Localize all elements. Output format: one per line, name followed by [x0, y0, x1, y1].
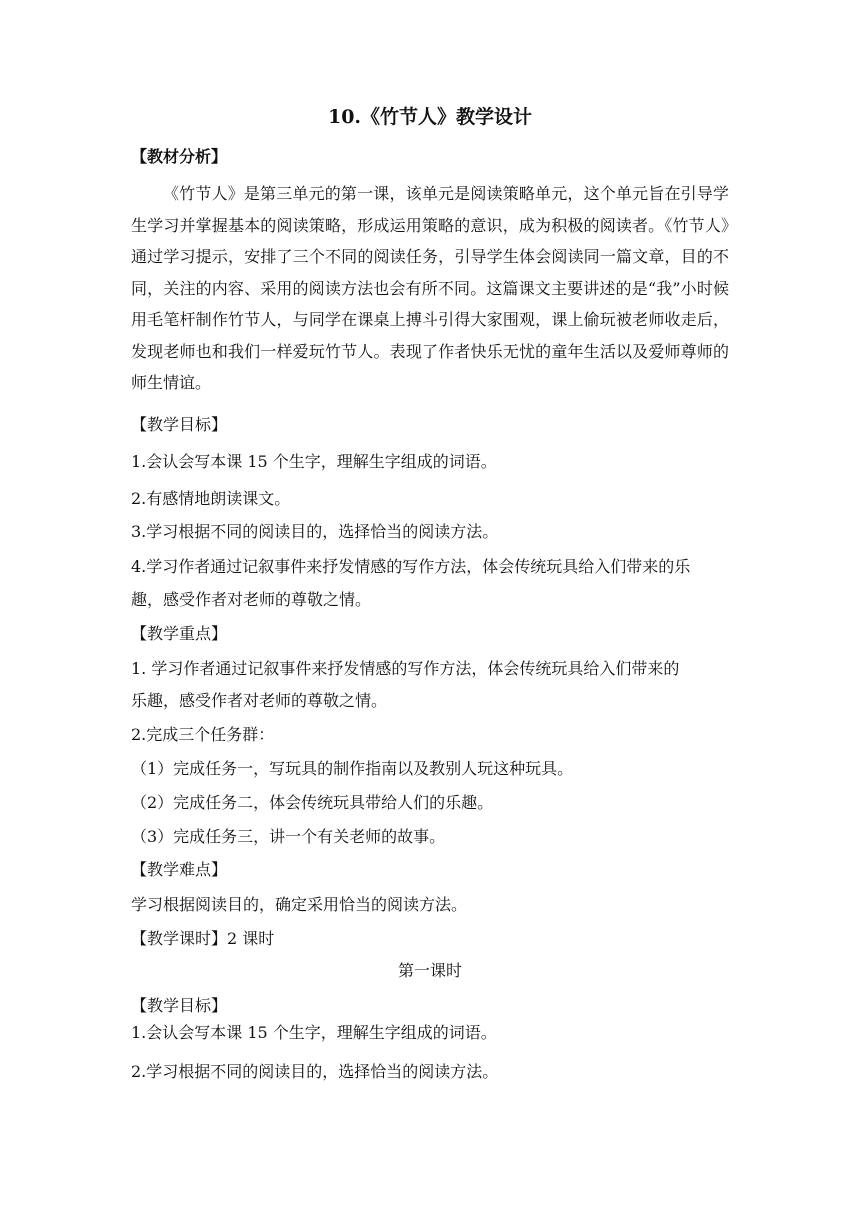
lesson-one-goal-item: 2.学习根据不同的阅读目的，选择恰当的阅读方法。	[131, 1062, 499, 1081]
goal-item: 4.学习作者通过记叙事件来抒发情感的写作方法，体会传统玩具给入们带来的乐	[131, 557, 691, 576]
difficulty-text: 学习根据阅读目的，确定采用恰当的阅读方法。	[131, 895, 468, 914]
goal-item: 趣，感受作者对老师的尊敬之情。	[131, 590, 372, 609]
goal-item: 1.会认会写本课 15 个生字，理解生字组成的词语。	[131, 452, 497, 471]
task-item: （3）完成任务三，讲一个有关老师的故事。	[131, 827, 446, 846]
difficulty-heading: 【教学难点】	[131, 860, 228, 879]
lesson-one-title: 第一课时	[397, 961, 462, 980]
class-hours: 【教学课时】2 课时	[131, 929, 275, 948]
goals-heading: 【教学目标】	[131, 415, 228, 434]
task-item: （1）完成任务一，写玩具的制作指南以及教别人玩这种玩具。	[131, 759, 574, 778]
key-points-heading: 【教学重点】	[131, 624, 228, 643]
document-title: 10.《竹节人》教学设计	[327, 106, 533, 128]
goal-item: 3.学习根据不同的阅读目的，选择恰当的阅读方法。	[131, 522, 499, 541]
key-point-item: 乐趣，感受作者对老师的尊敬之情。	[131, 691, 388, 710]
lesson-one-goals-heading: 【教学目标】	[131, 996, 228, 1015]
key-point-item: 1. 学习作者通过记叙事件来抒发情感的写作方法，体会传统玩具给入们带来的	[131, 659, 680, 678]
key-point-item: 2.完成三个任务群：	[131, 725, 275, 744]
task-item: （2）完成任务二，体会传统玩具带给人们的乐趣。	[131, 793, 494, 812]
analysis-heading: 【教材分析】	[131, 147, 228, 166]
lesson-one-goal-item: 1.会认会写本课 15 个生字，理解生字组成的词语。	[131, 1023, 497, 1042]
analysis-paragraph: 《竹节人》是第三单元的第一课，该单元是阅读策略单元，这个单元旨在引导学生学习并掌握基本的阅读策略，形成运用策略的意识，成为积极的阅读者。《竹节人》通过学习提示，安排了三个不同的阅读任务，引导学生体会阅读同一篇文章，目的不同，关注的内容、采用的阅读方法也会有所不同。这篇课文主要讲述的是“我”小时候用毛笔杆制作竹节人，与同学在课桌上搏斗引得大家围观，课上偷玩被老师收走后，发现老师也和我们一样爱玩竹节人。表现了作者快乐无忧的童年生活以及爱师尊师的师生情谊。	[131, 184, 729, 392]
goal-item: 2.有感情地朗读课文。	[131, 489, 291, 508]
